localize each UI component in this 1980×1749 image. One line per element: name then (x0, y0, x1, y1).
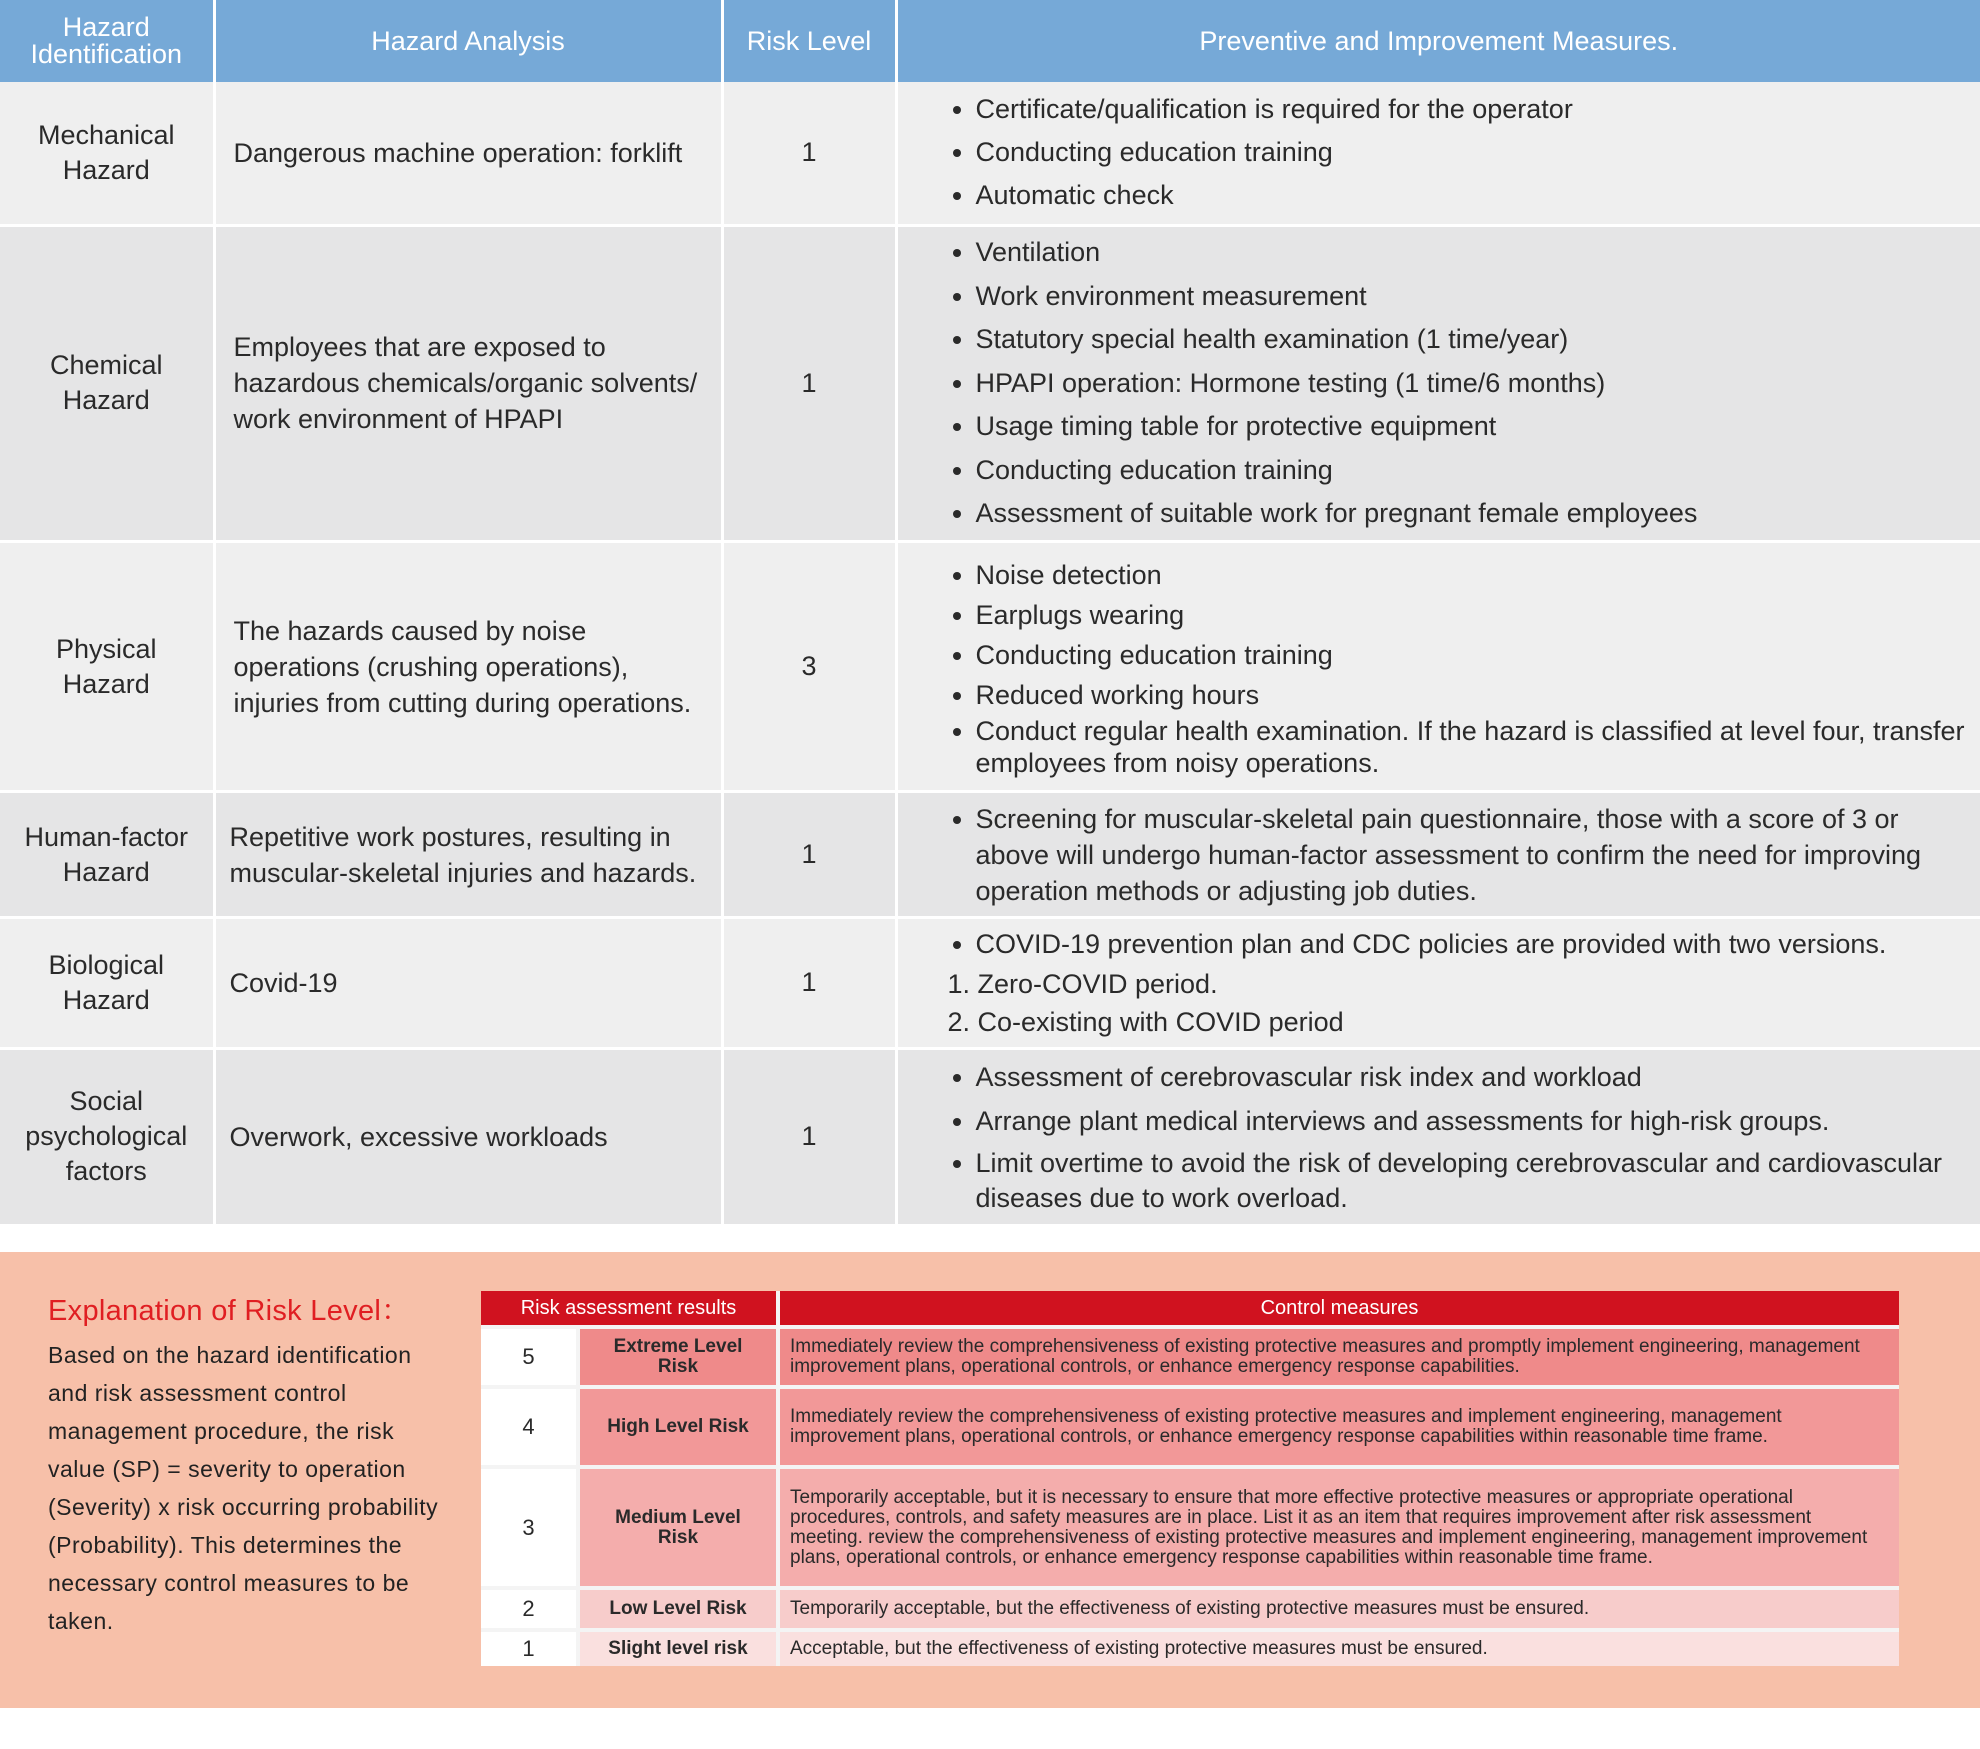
risk-number: 2 (481, 1586, 580, 1628)
list-item: • Work environment measurement (976, 275, 1967, 319)
risk-label: Slight level risk (580, 1628, 780, 1666)
risk-label: Extreme Level Risk (580, 1325, 780, 1385)
risk-level: 1 (722, 917, 896, 1048)
risk-level: 1 (722, 82, 896, 225)
table-row (481, 1385, 1899, 1465)
hazard-analysis: Covid-19 (214, 917, 722, 1048)
risk-number: 4 (481, 1385, 580, 1465)
risk-number: 3 (481, 1465, 580, 1586)
hazard-table-header (0, 0, 1980, 82)
control-measure: Immediately review the comprehensiveness of existing protective measures and promptly implement engineering, management improvement plans, operational controls, or enhance emergency response capabilities. (780, 1325, 1899, 1385)
hazard-identification: Human-factor Hazard (0, 792, 214, 917)
hazard-analysis: Overwork, excessive workloads (214, 1048, 722, 1225)
explanation-body: Based on the hazard identification and risk assessment control management procedure, the risk value (SP) = severity to operation (Severity) x risk occurring probability (Probability). This determines the necessary control measures to be taken. (48, 1342, 439, 1634)
control-measure: Temporarily acceptable, but the effectiveness of existing protective measures must be ensured. (780, 1586, 1899, 1628)
hazard-analysis: The hazards caused by noise operations (crushing operations), injuries from cutting during operations. (214, 542, 722, 792)
table-row (0, 225, 1980, 541)
risk-level: 1 (722, 792, 896, 917)
risk-level-explanation-panel (0, 1252, 1980, 1708)
risk-level: 1 (722, 1048, 896, 1225)
table-row (0, 1048, 1980, 1225)
table-row (0, 542, 1980, 792)
hazard-analysis: Repetitive work postures, resulting in muscular-skeletal injuries and hazards. (214, 792, 722, 917)
hazard-identification: Physical Hazard (0, 542, 214, 792)
measures-cell (896, 225, 1980, 541)
list-item: • Conducting education training (976, 131, 1967, 174)
table-row (0, 917, 1980, 1048)
list-item: • Reduced working hours (976, 675, 1967, 715)
table-row (0, 82, 1980, 225)
risk-number: 5 (481, 1325, 580, 1385)
hazard-identification: Social psychological factors (0, 1048, 214, 1225)
risk-label: Medium Level Risk (580, 1465, 780, 1586)
list-item: • Screening for muscular-skeletal pain questionnaire, those with a score of 3 or above will undergo human-factor assessment to confirm the need for improving operation methods or adjusting job duties. (976, 801, 1967, 909)
list-item: • Automatic check (976, 174, 1967, 217)
risk-table-header (481, 1291, 1899, 1325)
measures-cell (896, 82, 1980, 225)
list-item: • COVID-19 prevention plan and CDC policies are provided with two versions. (976, 925, 1967, 963)
list-item: • Conducting education training (976, 635, 1967, 675)
hazard-identification: Biological Hazard (0, 917, 214, 1048)
header-risk-level: Risk Level (722, 0, 896, 82)
table-row (481, 1628, 1899, 1666)
list-item: • Assessment of cerebrovascular risk index and workload (976, 1058, 1967, 1096)
list-item: • Certificate/qualification is required for the operator (976, 88, 1967, 131)
measures-cell (896, 1048, 1980, 1225)
header-measures: Preventive and Improvement Measures. (896, 0, 1980, 82)
measures-cell (896, 917, 1980, 1048)
list-item: • Assessment of suitable work for pregnant female employees (976, 492, 1967, 536)
list-item: • Arrange plant medical interviews and assessments for high-risk groups. (976, 1102, 1967, 1140)
explanation-title: Explanation of Risk Level： (48, 1295, 411, 1327)
table-row (481, 1325, 1899, 1385)
list-item: • Noise detection (976, 555, 1967, 595)
header-identification: Hazard Identification (0, 0, 214, 82)
list-item: 2. Co-existing with COVID period (978, 1003, 1967, 1041)
risk-label: High Level Risk (580, 1385, 780, 1465)
list-item: • Statutory special health examination (1 time/year) (976, 318, 1967, 362)
risk-level-table (481, 1291, 1899, 1666)
table-row (0, 792, 1980, 917)
risk-level: 3 (722, 542, 896, 792)
hazard-analysis: Dangerous machine operation: forklift (214, 82, 722, 225)
hazard-analysis: Employees that are exposed to hazardous chemicals/organic solvents/ work environment of HPAPI (214, 225, 722, 541)
hazard-identification: Mechanical Hazard (0, 82, 214, 225)
list-item: • Limit overtime to avoid the risk of developing cerebrovascular and cardiovascular diseases due to work overload. (976, 1146, 1967, 1216)
table-row (481, 1465, 1899, 1586)
control-measure: Temporarily acceptable, but it is necessary to ensure that more effective protective measures or appropriate operational procedures, controls, and safety measures are in place. List it as an item that requires improvement after risk assessment meeting. review the comprehensiveness of existing protective measures and implement engineering, management improvement plans, operational controls, or enhance emergency response capabilities within reasonable time frame. (780, 1465, 1899, 1586)
header-control-measures: Control measures (780, 1291, 1899, 1325)
risk-level: 1 (722, 225, 896, 541)
list-item: • Conduct regular health examination. If the hazard is classified at level four, transfer employees from noisy operations. (976, 715, 1967, 779)
control-measure: Acceptable, but the effectiveness of existing protective measures must be ensured. (780, 1628, 1899, 1666)
list-item: • Conducting education training (976, 449, 1967, 493)
control-measure: Immediately review the comprehensiveness of existing protective measures and implement engineering, management improvement plans, operational controls, or enhance emergency response capabilities within reasonable time frame. (780, 1385, 1899, 1465)
risk-number: 1 (481, 1628, 580, 1666)
header-risk-results: Risk assessment results (481, 1291, 780, 1325)
header-analysis: Hazard Analysis (214, 0, 722, 82)
risk-label: Low Level Risk (580, 1586, 780, 1628)
hazard-identification: Chemical Hazard (0, 225, 214, 541)
list-item: • Ventilation (976, 231, 1967, 275)
measures-cell (896, 542, 1980, 792)
table-row (481, 1586, 1899, 1628)
list-item: • HPAPI operation: Hormone testing (1 time/6 months) (976, 362, 1967, 406)
list-item: 1. Zero-COVID period. (978, 965, 1967, 1003)
list-item: • Usage timing table for protective equipment (976, 405, 1967, 449)
measures-cell (896, 792, 1980, 917)
list-item: • Earplugs wearing (976, 595, 1967, 635)
